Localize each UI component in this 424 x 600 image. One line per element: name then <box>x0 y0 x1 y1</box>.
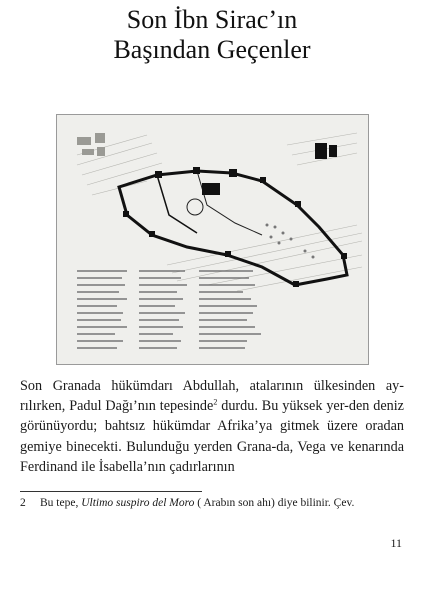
paragraph-text-part-2: durdu. Bu yüksek yer-den deniz görünüyordu; bahtsız hükümdar Afrika’ya gitmek üzere oradan gemiye binecekti. Bulunduğu yerden Grana-da, Vega ve kenarında Ferdinand ile İsabella’nın çadırlarının <box>20 398 404 475</box>
footnote-divider <box>20 491 202 492</box>
paragraph-text-part-1: Son Granada hükümdarı Abdullah, atalarının ülkesinden ay-rılırken, Padul Dağı’nın tepesinde <box>20 378 404 415</box>
footnote-text-after: ( Arabın son ahı) diye bilinir. Çev. <box>194 497 355 509</box>
body-paragraph <box>20 376 404 477</box>
footnote-number: 2 <box>20 497 26 509</box>
footnote <box>20 495 354 511</box>
footnote-text-italic: Ultimo suspiro del Moro <box>81 497 195 509</box>
footnote-reference[interactable]: 2 <box>213 397 218 407</box>
page-title-line-1: Son İbn Sirac’ın <box>126 5 298 34</box>
page-number: 11 <box>390 536 402 550</box>
footnote-text-before: Bu tepe, <box>40 497 82 509</box>
page-title-line-2: Başından Geçenler <box>113 35 311 64</box>
alhambra-map-illustration <box>56 114 369 365</box>
